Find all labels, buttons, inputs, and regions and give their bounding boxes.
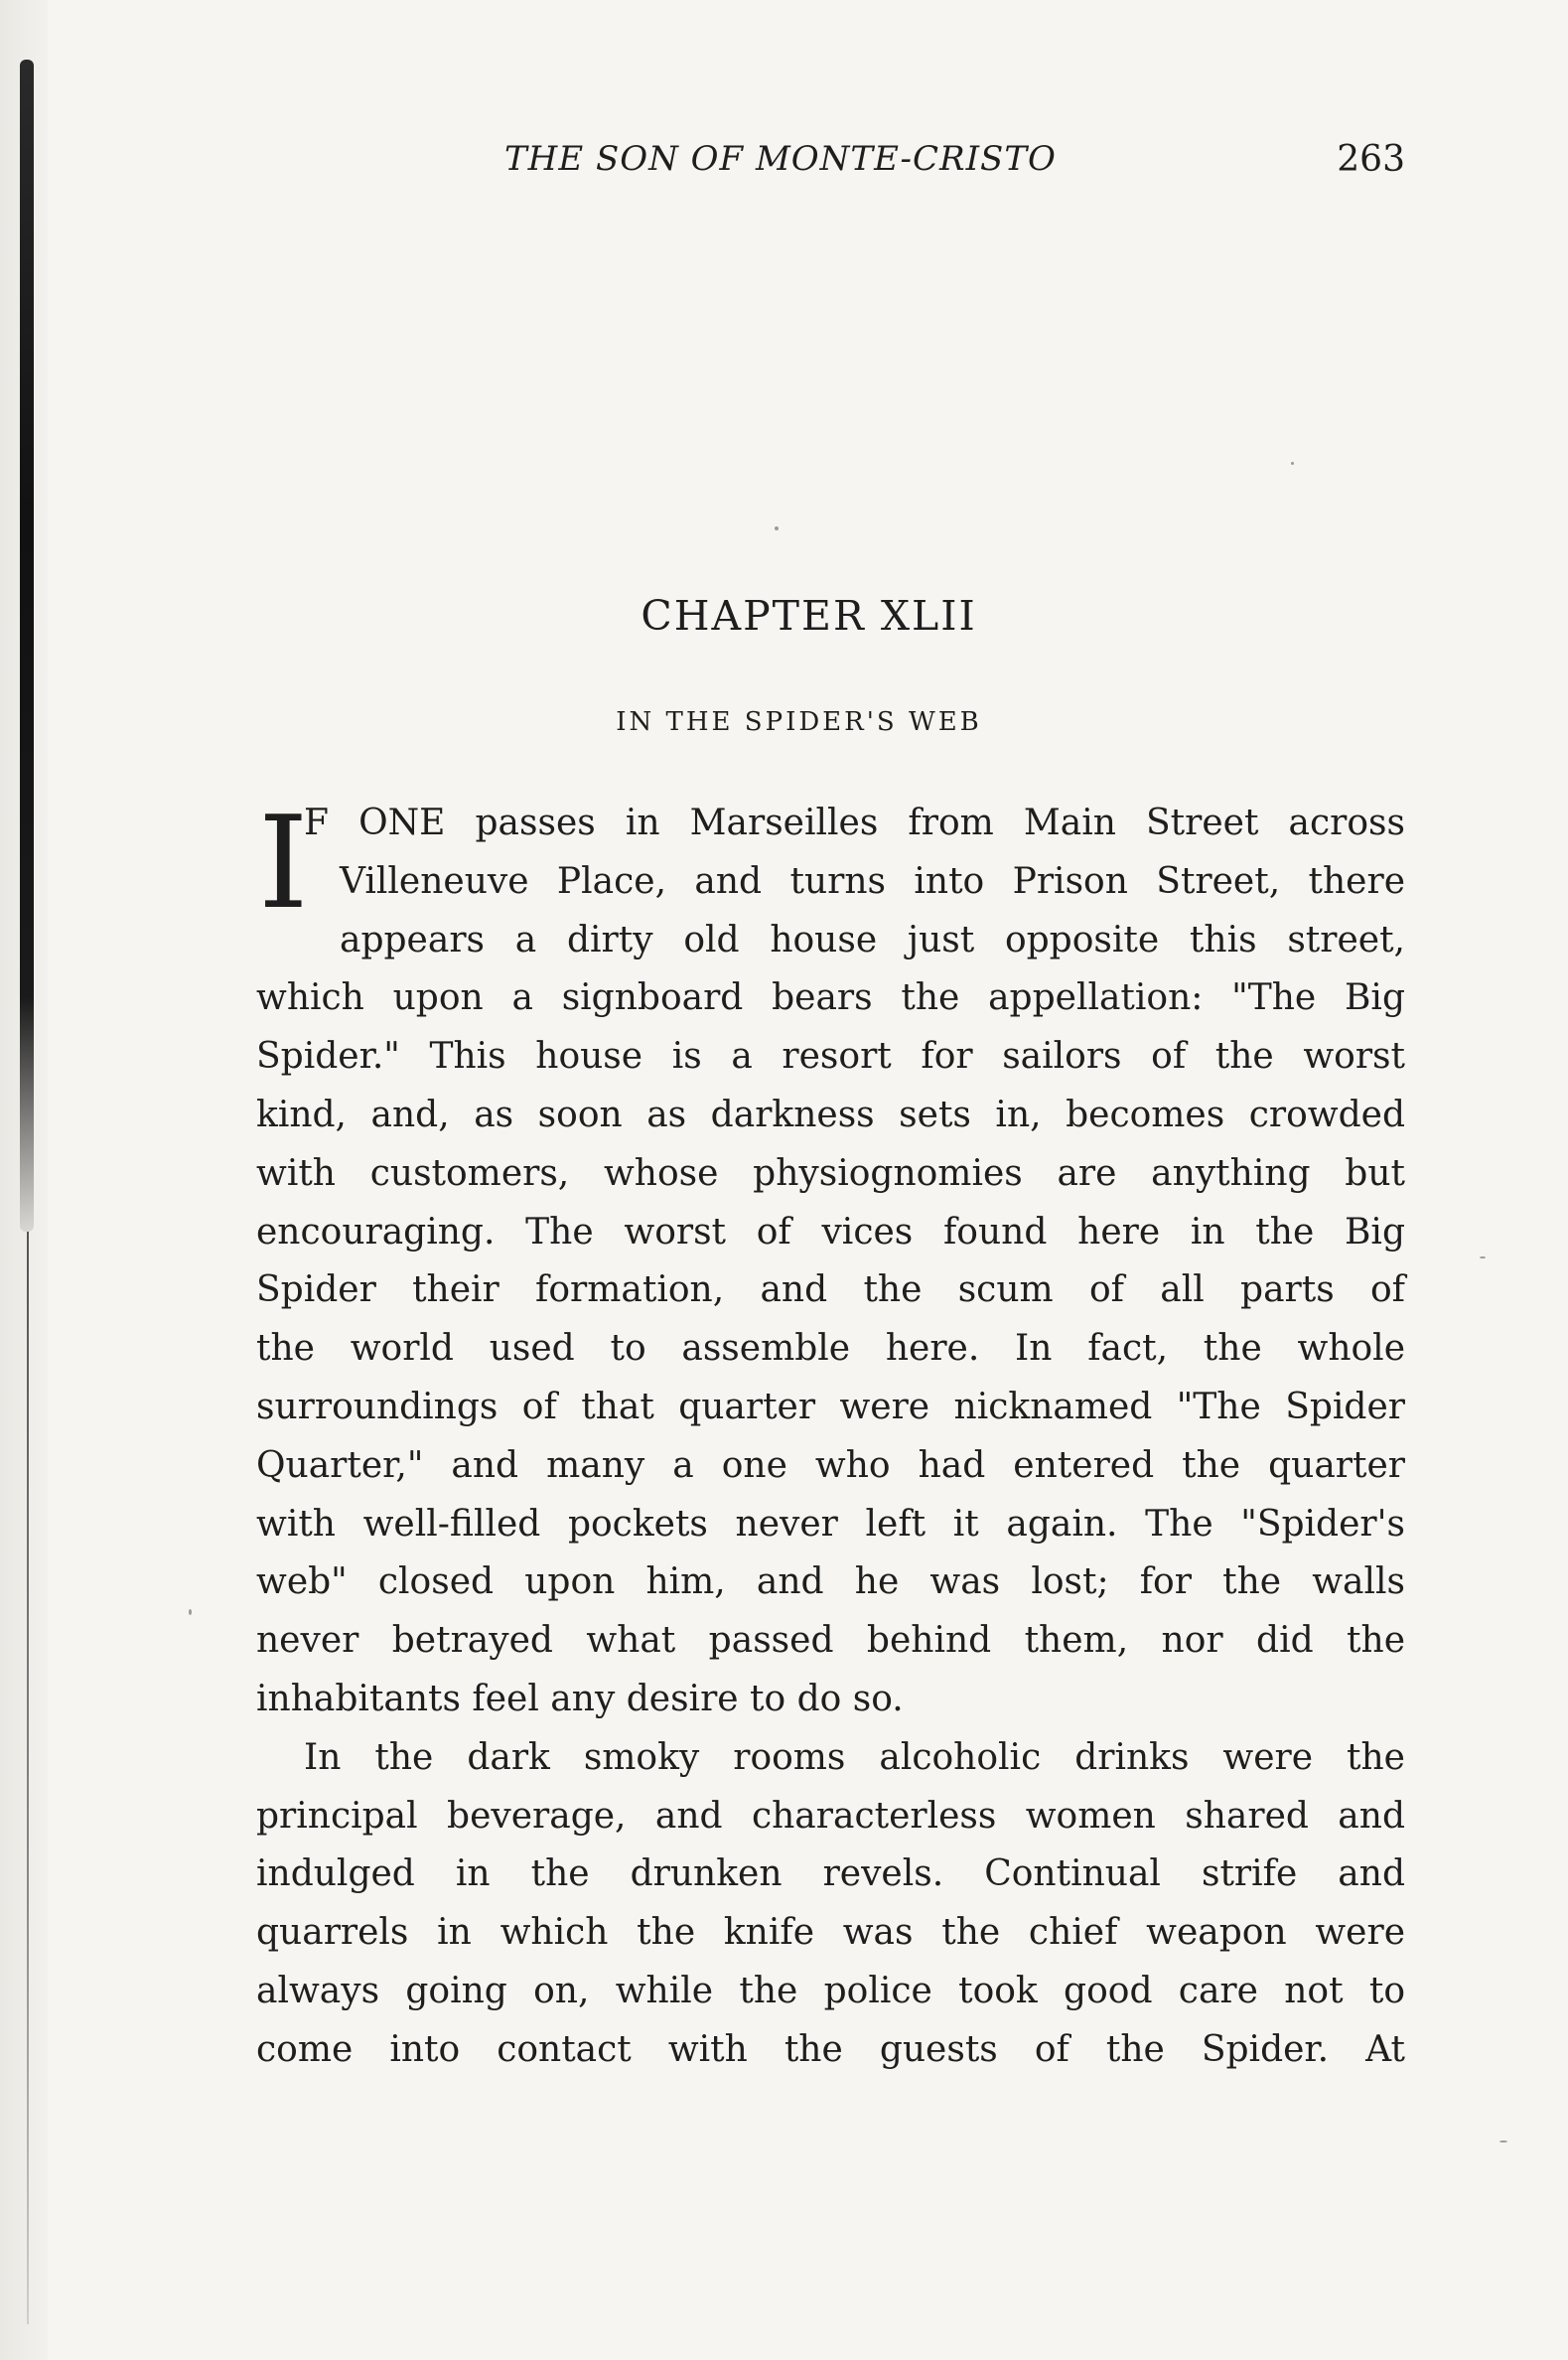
spine-line (27, 1232, 29, 2324)
text-line: never betrayed what passed behind them, nor did the (256, 1620, 1405, 1662)
drop-cap: I (258, 790, 309, 938)
text-line: inhabitants feel any desire to do so. (256, 1678, 904, 1719)
text-line: Spider." This house is a resort for sailors of the worst (256, 1036, 1405, 1078)
text-line: indulged in the drunken revels. Continual strife and (256, 1853, 1405, 1895)
text-line: principal beverage, and characterless women shared and (256, 1795, 1405, 1837)
chapter-heading: CHAPTER XLII (641, 592, 977, 640)
running-title: THE SON OF MONTE-CRISTO (504, 139, 1057, 179)
paper-speck (1480, 1256, 1486, 1258)
text-line: encouraging. The worst of vices found here in the Big (256, 1211, 1405, 1253)
paper-speck (1291, 462, 1294, 465)
text-line: with customers, whose physiognomies are anything but (256, 1152, 1405, 1194)
text-line: the world used to assemble here. In fact, the whole (256, 1328, 1405, 1370)
body-text (256, 790, 1405, 2080)
text-line: quarrels in which the knife was the chief weapon were (256, 1912, 1405, 1954)
text-line: kind, and, as soon as darkness sets in, becomes crowded (256, 1094, 1405, 1135)
page-number: 263 (1337, 139, 1405, 180)
chapter-subtitle: IN THE SPIDER'S WEB (616, 707, 982, 737)
paper-speck (775, 526, 779, 530)
text-line: which upon a signboard bears the appellation: "The Big (256, 977, 1405, 1019)
paper-speck (189, 1609, 192, 1615)
text-line: appears a dirty old house just opposite this street, (340, 919, 1405, 960)
spine-shadow (20, 60, 34, 1232)
text-line: Spider their formation, and the scum of all parts of (256, 1269, 1405, 1311)
text-line: In the dark smoky rooms alcoholic drinks were the (304, 1736, 1405, 1778)
paper-speck (1499, 2140, 1507, 2142)
text-line: web" closed upon him, and he was lost; for the walls (256, 1561, 1405, 1603)
text-line: surroundings of that quarter were nicknamed "The Spider (256, 1386, 1405, 1427)
running-head (256, 139, 1405, 199)
text-line: Villeneuve Place, and turns into Prison Street, there (340, 860, 1405, 902)
text-line: F ONE passes in Marseilles from Main Street across (304, 803, 1405, 843)
text-line: Quarter," and many a one who had entered the quarter (256, 1444, 1405, 1486)
text-line: come into contact with the guests of the Spider. At (256, 2028, 1405, 2070)
text-line: always going on, while the police took good care not to (256, 1970, 1405, 2011)
text-line: with well-filled pockets never left it again. The "Spider's (256, 1503, 1405, 1545)
